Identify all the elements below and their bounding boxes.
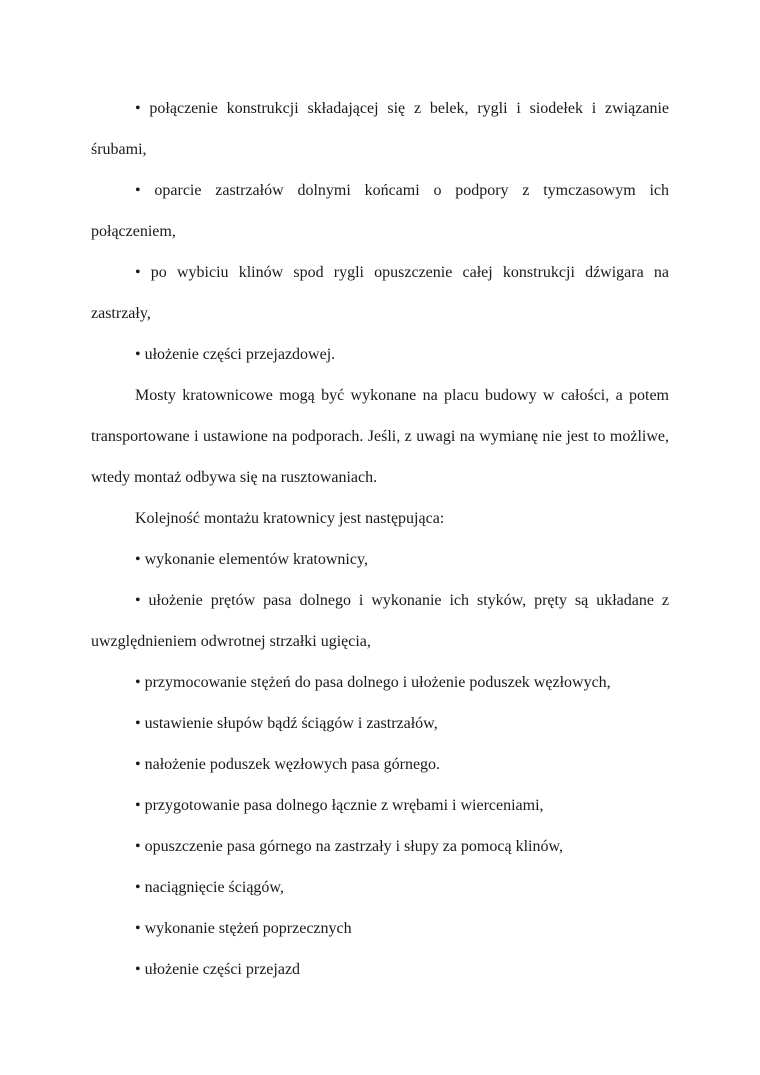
bullet-paragraph-5: • wykonanie elementów kratownicy, [135, 551, 368, 568]
bullet-paragraph-13: • wykonanie stężeń poprzecznych [135, 920, 352, 937]
bullet-paragraph-7: • przymocowanie stężeń do pasa dolnego i ułożenie poduszek węzłowych, [135, 674, 611, 691]
bullet-paragraph-9: • nałożenie poduszek węzłowych pasa górnego. [135, 756, 441, 773]
bullet-paragraph-10: • przygotowanie pasa dolnego łącznie z wrębami i wierceniami, [135, 797, 544, 814]
bullet-paragraph-12: • naciągnięcie ściągów, [135, 879, 284, 896]
document-body [91, 88, 669, 990]
bullet-paragraph-14: • ułożenie części przejazd [135, 961, 301, 978]
bullet-paragraph-1: • połączenie konstrukcji składającej się z belek, rygli i siodełek i związanie śrubami, [91, 100, 669, 158]
bullet-paragraph-2: • oparcie zastrzałów dolnymi końcami o podpory z tymczasowym ich połączeniem, [91, 182, 669, 240]
bullet-paragraph-6: • ułożenie prętów pasa dolnego i wykonanie ich styków, pręty są układane z uwzględnieniem odwrotnej strzałki ugięcia, [91, 592, 669, 650]
bullet-paragraph-3: • po wybiciu klinów spod rygli opuszczenie całej konstrukcji dźwigara na zastrzały, [91, 264, 669, 322]
bullet-paragraph-8: • ustawienie słupów bądź ściągów i zastrzałów, [135, 715, 438, 732]
text-paragraph-mosty: Mosty kratownicowe mogą być wykonane na placu budowy w całości, a potem transportowane i ustawione na podporach. Jeśli, z uwagi na wymianę nie jest to możliwe, wtedy montaż odbywa się na rusztowaniach. [91, 387, 669, 486]
bullet-paragraph-11: • opuszczenie pasa górnego na zastrzały i słupy za pomocą klinów, [135, 838, 563, 855]
text-paragraph-kolejnosc: Kolejność montażu kratownicy jest następująca: [135, 510, 445, 527]
bullet-paragraph-4: • ułożenie części przejazdowej. [135, 346, 336, 363]
